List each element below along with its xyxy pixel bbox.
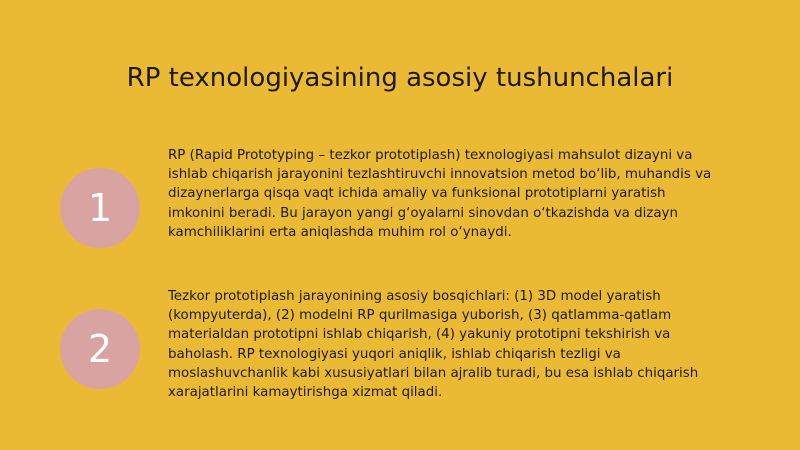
number-badge-2: 2 — [60, 309, 140, 389]
item-text-1: RP (Rapid Prototyping – tezkor prototiplash) texnologiyasi mahsulot dizayni va ishlab chiqarish jarayonini tezlashtiruvchi innovatsion metod bo‘lib, muhandis va dizaynerlarga qisqa vaqt ichida amaliy va funksional prototiplarni yaratish imkonini beradi. Bu jarayon yangi g‘oyalarni sinovdan o‘tkazishda va dizayn kamchiliklarini erta aniqlashda muhim rol o‘ynaydi. — [168, 148, 712, 240]
slide-title: RP texnologiyasining asosiy tushunchalari — [126, 63, 674, 93]
item-text-2: Tezkor prototiplash jarayonining asosiy bosqichlari: (1) 3D model yaratish (kompyuterda), (2) modelni RP qurilmasiga yuborish, (3) qatlamma-qatlam materialdan prototipni ishlab chiqarish, (4) yakuniy prototipni tekshirish va baholash. RP texnologiyasi yuqori aniqlik, ishlab chiqarish tezligi va moslashuvchanlik kabi xususiyatlari bilan ajralib turadi, bu esa ishlab chiqarish xarajatlarini kamaytirishga xizmat qiladi. — [168, 289, 699, 401]
number-badge-1: 1 — [60, 168, 140, 248]
